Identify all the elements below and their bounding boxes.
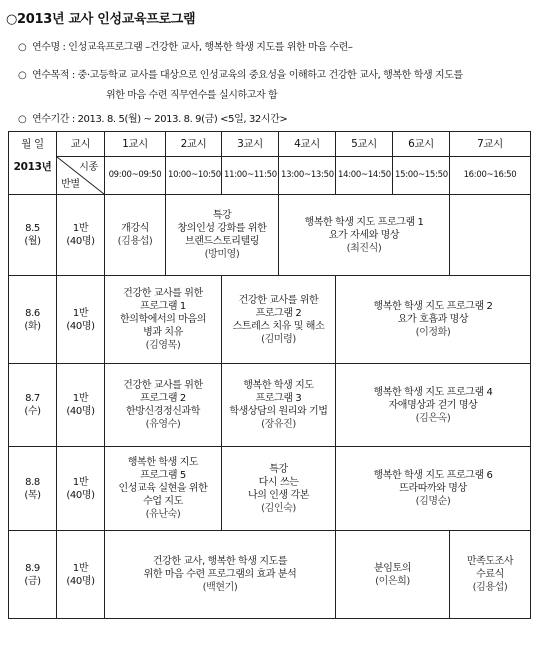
day-row: [9, 447, 531, 531]
session-cell: 만족도조사 수료식 (김용섭): [450, 531, 531, 619]
date-cell: 8.7 (수): [9, 364, 57, 447]
header-row-periods: [9, 132, 531, 157]
session-cell: 건강한 교사, 행복한 학생 지도를 위한 마음 수련 프로그램의 효과 분석 (백현기): [105, 531, 336, 619]
date-cell: 8.9 (금): [9, 531, 57, 619]
info-text: 연수기간 : 2013. 8. 5(월) ~ 2013. 8. 9(금) <5일, 32시간>: [32, 114, 288, 125]
time-slot: 15:00~15:50: [393, 157, 450, 195]
session-cell: 건강한 교사를 위한 프로그램 1 한의학에서의 마음의 병과 치유 (김영목): [105, 276, 222, 364]
time-slot: 09:00~09:50: [105, 157, 166, 195]
start-label: 시종: [79, 162, 98, 173]
bullet: ○: [18, 70, 27, 81]
period-header: 6교시: [393, 132, 450, 157]
time-slot: 16:00~16:50: [450, 157, 531, 195]
date-cell: 8.6 (화): [9, 276, 57, 364]
session-cell: 행복한 학생 지도 프로그램 6 뜨라따까와 명상 (김명순): [336, 447, 531, 531]
session-cell: 분임토의 (이은희): [336, 531, 450, 619]
info-purpose: [18, 66, 463, 81]
day-row: [9, 364, 531, 447]
page-title: ○2013년 교사 인성교육프로그램: [6, 12, 196, 27]
info-text: 위한 마음 수련 직무연수를 실시하고자 함: [106, 90, 278, 101]
session-cell: 개강식 (김용섭): [105, 195, 166, 276]
day-row: [9, 531, 531, 619]
class-cell: 1반 (40명): [57, 276, 105, 364]
schedule-table: [8, 131, 531, 619]
info-text: 연수명 : 인성교육프로그램 –건강한 교사, 행복한 학생 지도를 위한 마음 수련–: [32, 42, 353, 53]
header-row-times: [9, 157, 531, 195]
session-cell: 행복한 학생 지도 프로그램 2 요가 호흡과 명상 (이정화): [336, 276, 531, 364]
info-purpose-continued: [106, 86, 277, 101]
class-cell: 1반 (40명): [57, 531, 105, 619]
class-label: 반별: [61, 179, 80, 190]
class-cell: 1반 (40명): [57, 447, 105, 531]
day-row: [9, 195, 531, 276]
time-slot: 14:00~14:50: [336, 157, 393, 195]
time-slot: 11:00~11:50: [222, 157, 279, 195]
empty-cell: [450, 195, 531, 276]
class-cell: 1반 (40명): [57, 364, 105, 447]
time-slot: 13:00~13:50: [279, 157, 336, 195]
year-label: 2013년: [13, 160, 52, 173]
bullet: ○: [18, 114, 27, 125]
period-header: 2교시: [166, 132, 222, 157]
session-cell: 특강 창의인성 강화를 위한 브랜드스토리텔링 (방미영): [166, 195, 279, 276]
period-label: 교시: [57, 132, 105, 157]
date-cell: 8.5 (월): [9, 195, 57, 276]
bullet: ○: [18, 42, 27, 53]
period-header: 4교시: [279, 132, 336, 157]
period-header: 1교시: [105, 132, 166, 157]
period-header: 7교시: [450, 132, 531, 157]
session-cell: 행복한 학생 지도 프로그램 1 요가 자세와 명상 (최진식): [279, 195, 450, 276]
day-row: [9, 276, 531, 364]
year-cell: [9, 157, 57, 195]
period-header: 3교시: [222, 132, 279, 157]
class-start-cell: [57, 157, 105, 195]
time-slot: 10:00~10:50: [166, 157, 222, 195]
info-course-name: [18, 38, 353, 53]
session-cell: 행복한 학생 지도 프로그램 5 인성교육 실현을 위한 수업 지도 (유난숙): [105, 447, 222, 531]
date-cell: 8.8 (목): [9, 447, 57, 531]
session-cell: 행복한 학생 지도 프로그램 3 학생상담의 원리와 기법 (장유진): [222, 364, 336, 447]
date-label: 월 일: [21, 137, 44, 150]
session-cell: 건강한 교사를 위한 프로그램 2 한방신경정신과학 (유영수): [105, 364, 222, 447]
period-header: 5교시: [336, 132, 393, 157]
session-cell: 특강 다시 쓰는 나의 인생 각본 (김인숙): [222, 447, 336, 531]
session-cell: 건강한 교사를 위한 프로그램 2 스트레스 치유 및 해소 (김미령): [222, 276, 336, 364]
info-period: [18, 110, 287, 125]
session-cell: 행복한 학생 지도 프로그램 4 자애명상과 걷기 명상 (김은옥): [336, 364, 531, 447]
info-text: 연수목적 : 중‧고등학교 교사를 대상으로 인성교육의 중요성을 이해하고 건강한 교사, 행복한 학생 지도를: [32, 70, 463, 81]
class-cell: 1반 (40명): [57, 195, 105, 276]
date-corner: [9, 132, 57, 157]
